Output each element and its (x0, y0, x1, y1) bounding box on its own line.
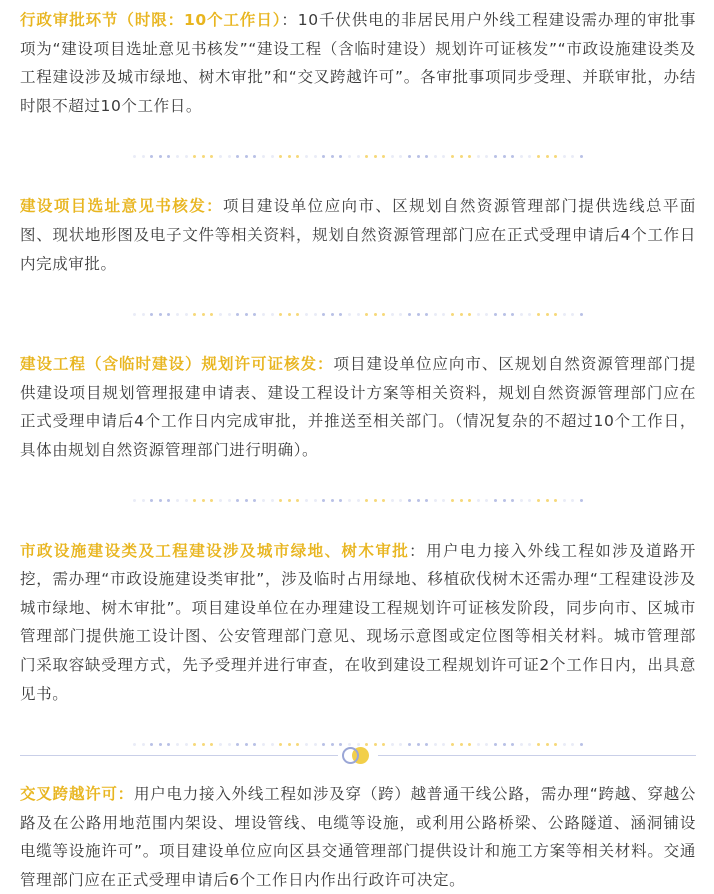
separator-dot (546, 499, 549, 502)
separator-dot (167, 313, 170, 316)
separator-dot (451, 155, 454, 158)
separator-dot (210, 499, 213, 502)
separator-dot (485, 155, 488, 158)
separator-dot (210, 313, 213, 316)
separator-dot (580, 155, 583, 158)
separator-dot (451, 313, 454, 316)
separator-dot (133, 313, 136, 316)
separator-dot (417, 499, 420, 502)
separator-dot (365, 155, 368, 158)
separator-dot (159, 155, 162, 158)
separator-dot (391, 155, 394, 158)
separator-dot (434, 313, 437, 316)
separator-dots (133, 155, 583, 158)
separator-dot (159, 313, 162, 316)
separator-dot (571, 499, 574, 502)
separator-dot (142, 155, 145, 158)
separator-dot (391, 313, 394, 316)
separator-dot (580, 499, 583, 502)
separator-dot (494, 499, 497, 502)
section-heading: 行政审批环节（时限：10个工作日） (20, 11, 282, 29)
separator-dot (554, 499, 557, 502)
divider-line-left (20, 755, 338, 756)
section-body: 项目建设单位应向市、区规划自然资源管理部门提供选线总平面图、现状地形图及电子文件等相关资料，规划自然资源管理部门应在正式受理申请后4个工作日内完成审批。 (20, 197, 696, 273)
double-circle-icon (342, 746, 374, 766)
separator-dot (142, 313, 145, 316)
divider-line-right (378, 755, 696, 756)
separator-dot (485, 313, 488, 316)
separator-dot (331, 313, 334, 316)
separator-dot (554, 155, 557, 158)
separator-dot (133, 499, 136, 502)
section-heading: 建设工程（含临时建设）规划许可证核发： (20, 355, 334, 374)
dot-separator (20, 120, 696, 192)
separator-dot (365, 313, 368, 316)
section-crossing-permit (20, 780, 696, 894)
separator-dot (399, 155, 402, 158)
separator-dot (176, 155, 179, 158)
separator-dot (219, 313, 222, 316)
separator-dot (305, 499, 308, 502)
separator-dot (262, 313, 265, 316)
separator-dot (460, 499, 463, 502)
separator-dot (202, 499, 205, 502)
separator-dot (150, 155, 153, 158)
separator-dot (520, 499, 523, 502)
separator-dot (580, 313, 583, 316)
separator-dot (176, 313, 179, 316)
separator-dot (271, 313, 274, 316)
separator-dot (253, 155, 256, 158)
section-planning-permit (20, 350, 696, 464)
separator-dots (133, 313, 583, 316)
separator-dot (142, 499, 145, 502)
separator-dot (228, 155, 231, 158)
separator-dot (228, 313, 231, 316)
separator-dots (133, 499, 583, 502)
separator-dot (399, 499, 402, 502)
separator-dot (425, 155, 428, 158)
separator-dot (357, 499, 360, 502)
separator-dot (271, 499, 274, 502)
dot-separator (20, 278, 696, 350)
separator-dot (399, 313, 402, 316)
separator-dot (296, 313, 299, 316)
separator-dot (185, 313, 188, 316)
separator-dot (339, 499, 342, 502)
separator-dot (236, 313, 239, 316)
separator-dot (546, 313, 549, 316)
separator-dot (442, 499, 445, 502)
separator-dot (477, 313, 480, 316)
separator-dot (288, 155, 291, 158)
separator-dot (279, 155, 282, 158)
separator-dot (331, 499, 334, 502)
separator-dot (511, 499, 514, 502)
separator-dot (391, 499, 394, 502)
separator-dot (288, 313, 291, 316)
separator-dot (322, 499, 325, 502)
separator-dot (485, 499, 488, 502)
separator-dot (228, 499, 231, 502)
separator-dot (262, 499, 265, 502)
separator-dot (193, 155, 196, 158)
separator-dot (494, 155, 497, 158)
separator-dot (417, 313, 420, 316)
section-heading: 建设项目选址意见书核发： (20, 197, 224, 216)
section-body: ：10千伏供电的非居民用户外线工程建设需办理的审批事项为“建设项目选址意见书核发”“建设工程（含临时建设）规划许可证核发”“市政设施建设类及工程建设涉及城市绿地、树木审批”和“交叉跨越许可”。各审批事项同步受理、并联审批，办结时限不超过10个工作日。 (20, 11, 696, 115)
separator-dot (382, 499, 385, 502)
ring-circle (342, 747, 359, 764)
separator-dot (348, 499, 351, 502)
separator-dot (503, 313, 506, 316)
separator-dot (262, 155, 265, 158)
separator-dot (193, 499, 196, 502)
separator-dot (167, 499, 170, 502)
separator-dot (511, 313, 514, 316)
separator-dot (382, 155, 385, 158)
section-heading: 市政设施建设类及工程建设涉及城市绿地、树木审批 (20, 541, 410, 560)
separator-dot (245, 499, 248, 502)
separator-dot (193, 313, 196, 316)
separator-dot (202, 313, 205, 316)
separator-dot (348, 155, 351, 158)
separator-dot (167, 155, 170, 158)
separator-dot (563, 313, 566, 316)
separator-dot (417, 155, 420, 158)
separator-dot (442, 155, 445, 158)
separator-dot (408, 499, 411, 502)
separator-dot (503, 499, 506, 502)
separator-dot (520, 155, 523, 158)
separator-dot (245, 313, 248, 316)
separator-dot (202, 155, 205, 158)
separator-dot (477, 155, 480, 158)
separator-dot (460, 155, 463, 158)
separator-dot (537, 155, 540, 158)
separator-dot (468, 499, 471, 502)
separator-dot (468, 155, 471, 158)
separator-dot (296, 155, 299, 158)
separator-dot (322, 155, 325, 158)
separator-dot (503, 155, 506, 158)
separator-dot (331, 155, 334, 158)
separator-dot (253, 313, 256, 316)
separator-dot (425, 313, 428, 316)
separator-dot (314, 155, 317, 158)
separator-dot (305, 313, 308, 316)
section-body: 项目建设单位应向市、区规划自然资源管理部门提供建设项目规划管理报建申请表、建设工程设计方案等相关资料，规划自然资源管理部门应在正式受理申请后4个工作日内完成审批，并推送至相关部门。（情况复杂的不超过10个工作日，具体由规划自然资源管理部门进行明确）。 (20, 355, 696, 459)
section-body: ：用户电力接入外线工程如涉及道路开挖，需办理“市政设施建设类审批”，涉及临时占用绿地、移植砍伐树木还需办理“工程建设涉及城市绿地、树木审批”。项目建设单位在办理建设工程规划许可证核发阶段，同步向市、区城市管理部门提供施工设计图、公安管理部门意见、现场示意图或定位图等相关材料。城市管理部门采取容缺受理方式，先予受理并进行审查，在收到建设工程规划许可证2个工作日内，出具意见书。 (20, 541, 696, 703)
separator-dot (408, 313, 411, 316)
section-heading: 交叉跨越许可： (20, 785, 134, 804)
separator-dot (288, 499, 291, 502)
separator-dot (528, 499, 531, 502)
separator-dot (382, 313, 385, 316)
separator-dot (554, 313, 557, 316)
separator-dot (296, 499, 299, 502)
separator-dot (494, 313, 497, 316)
separator-dot (185, 155, 188, 158)
separator-dot (546, 155, 549, 158)
separator-dot (279, 313, 282, 316)
section-municipal-greenery (20, 537, 696, 709)
separator-dot (374, 499, 377, 502)
separator-dot (528, 155, 531, 158)
separator-dot (460, 313, 463, 316)
section-body: 用户电力接入外线工程如涉及穿（跨）越普通干线公路，需办理“跨越、穿越公路及在公路用地范围内架设、埋设管线、电缆等设施，或利用公路桥梁、公路隧道、涵洞铺设电缆等设施许可”。项目建设单位应向区县交通管理部门提供设计和施工方案等相关材料。交通管理部门应在正式受理申请后6个工作日内作出行政许可决定。 (20, 785, 696, 889)
separator-dot (357, 155, 360, 158)
dot-separator (20, 708, 696, 780)
section-site-selection (20, 192, 696, 278)
separator-dot (563, 155, 566, 158)
separator-dot (442, 313, 445, 316)
separator-dot (571, 313, 574, 316)
separator-dot (537, 313, 540, 316)
separator-dot (339, 155, 342, 158)
separator-dot (571, 155, 574, 158)
separator-dot (348, 313, 351, 316)
separator-dot (374, 155, 377, 158)
separator-dot (322, 313, 325, 316)
separator-dot (434, 499, 437, 502)
separator-dot (374, 313, 377, 316)
separator-dot (451, 499, 454, 502)
dot-separator (20, 465, 696, 537)
separator-dot (253, 499, 256, 502)
separator-dot (271, 155, 274, 158)
separator-dot (245, 155, 248, 158)
separator-dot (150, 499, 153, 502)
separator-dot (305, 155, 308, 158)
separator-dot (477, 499, 480, 502)
separator-dot (314, 499, 317, 502)
separator-dot (236, 155, 239, 158)
separator-dot (133, 155, 136, 158)
separator-dot (365, 499, 368, 502)
separator-dot (408, 155, 411, 158)
separator-dot (434, 155, 437, 158)
section-approval-overview (20, 6, 696, 120)
separator-dot (150, 313, 153, 316)
separator-dot (219, 155, 222, 158)
separator-dot (314, 313, 317, 316)
separator-dot (537, 499, 540, 502)
separator-dot (185, 499, 188, 502)
separator-dot (357, 313, 360, 316)
end-divider (20, 746, 696, 766)
separator-dot (511, 155, 514, 158)
separator-dot (468, 313, 471, 316)
separator-dot (520, 313, 523, 316)
separator-dot (236, 499, 239, 502)
separator-dot (279, 499, 282, 502)
separator-dot (528, 313, 531, 316)
separator-dot (563, 499, 566, 502)
separator-dot (219, 499, 222, 502)
separator-dot (176, 499, 179, 502)
separator-dot (210, 155, 213, 158)
separator-dot (159, 499, 162, 502)
separator-dot (425, 499, 428, 502)
separator-dot (339, 313, 342, 316)
